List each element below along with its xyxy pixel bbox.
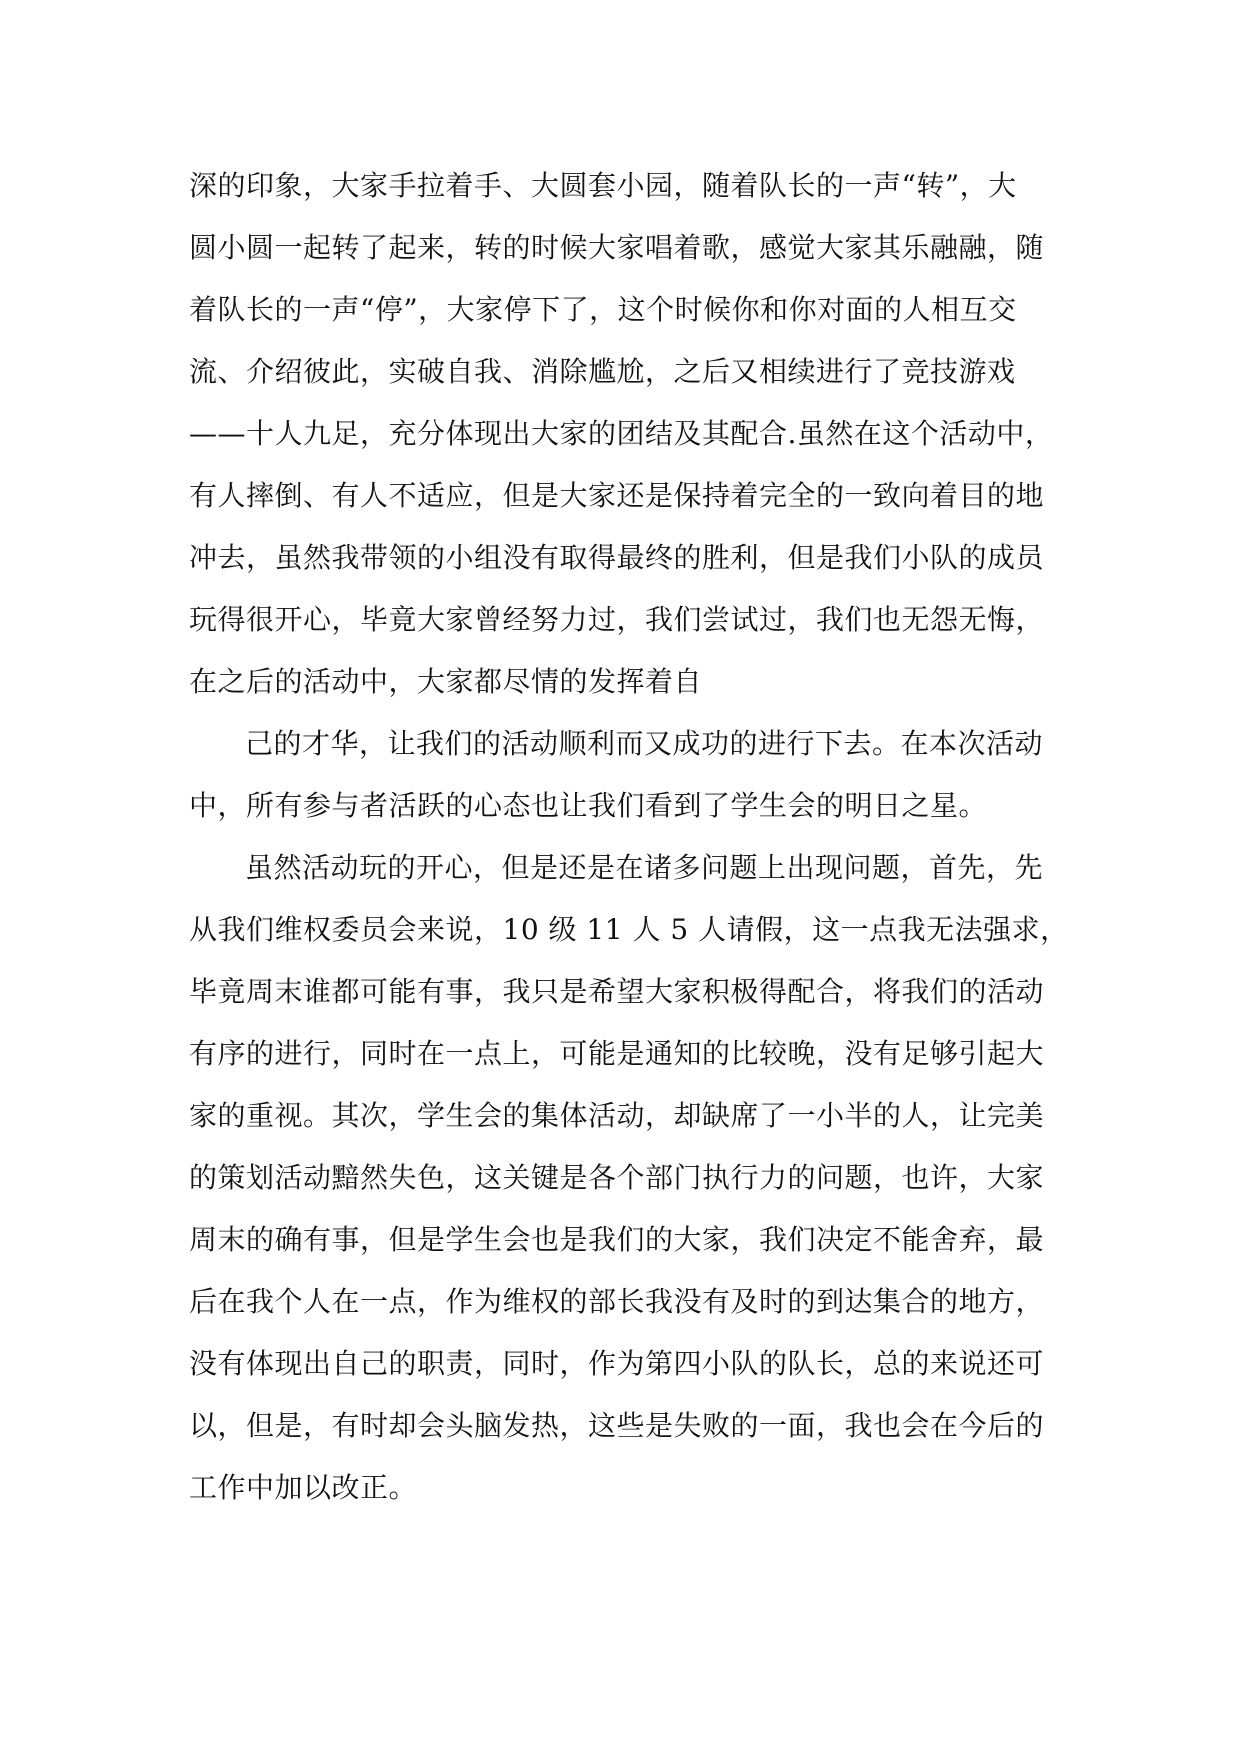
text-line: 有序的进行，同时在一点上，可能是通知的比较晚，没有足够引起大 xyxy=(189,1037,1045,1070)
paragraph-start-line: 虽然活动玩的开心，但是还是在诸多问题上出现问题，首先，先 xyxy=(245,851,1044,884)
text-line: 圆小圆一起转了起来，转的时候大家唱着歌，感觉大家其乐融融，随 xyxy=(189,231,1045,264)
document-body xyxy=(189,155,1069,1519)
text-line: 着队长的一声“停”，大家停下了，这个时候你和你对面的人相互交 xyxy=(189,293,1017,326)
text-line: 在之后的活动中，大家都尽情的发挥着自 xyxy=(189,665,703,698)
text-line: 的策划活动黯然失色，这关键是各个部门执行力的问题，也许，大家 xyxy=(189,1161,1045,1194)
text-line: 没有体现出自己的职责，同时，作为第四小队的队长，总的来说还可 xyxy=(189,1347,1045,1380)
text-line: 冲去，虽然我带领的小组没有取得最终的胜利，但是我们小队的成员 xyxy=(189,541,1045,574)
text-line: 毕竟周末谁都可能有事，我只是希望大家积极得配合，将我们的活动 xyxy=(189,975,1045,1008)
text-line: 工作中加以改正。 xyxy=(189,1471,418,1504)
text-line: 有人摔倒、有人不适应，但是大家还是保持着完全的一致向着目的地 xyxy=(189,479,1045,512)
text-line: 玩得很开心，毕竟大家曾经努力过，我们尝试过，我们也无怨无悔， xyxy=(189,603,1045,636)
text-line: 家的重视。其次，学生会的集体活动，却缺席了一小半的人，让完美 xyxy=(189,1099,1045,1132)
text-line: 以，但是，有时却会头脑发热，这些是失败的一面，我也会在今后的 xyxy=(189,1409,1045,1442)
text-line: 后在我个人在一点，作为维权的部长我没有及时的到达集合的地方， xyxy=(189,1285,1045,1318)
text-line: 从我们维权委员会来说，10 级 11 人 5 人请假，这一点我无法强求， xyxy=(189,913,1069,946)
text-line: 流、介绍彼此，实破自我、消除尴尬，之后又相续进行了竞技游戏 xyxy=(189,355,1016,388)
text-line: 深的印象，大家手拉着手、大圆套小园，随着队长的一声“转”，大 xyxy=(189,169,1017,202)
text-line: 中，所有参与者活跃的心态也让我们看到了学生会的明日之星。 xyxy=(189,789,988,822)
paragraph-start-line: 己的才华，让我们的活动顺利而又成功的进行下去。在本次活动 xyxy=(245,727,1044,760)
text-line: ——十人九足，充分体现出大家的团结及其配合.虽然在这个活动中， xyxy=(189,417,1054,450)
text-line: 周末的确有事，但是学生会也是我们的大家，我们决定不能舍弃，最 xyxy=(189,1223,1045,1256)
